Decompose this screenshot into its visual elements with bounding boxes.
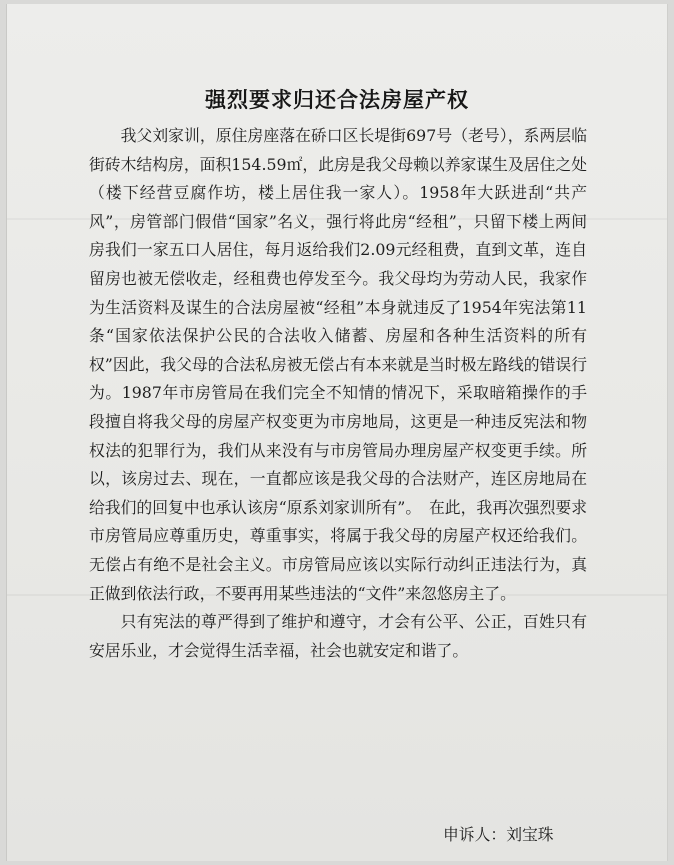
- body-paragraph-1: 我父刘家训，原住房座落在硚口区长堤街697号（老号），系两层临街砖木结构房，面积154.59㎡，此房是我父母赖以养家谋生及居住之处（楼下经营豆腐作坊，楼上居住我一家人）。1958年大跃进刮“共产风”，房管部门假借“国家”名义，强行将此房“经租”，只留下楼上两间房我们一家五口人居住，每月返给我们2.09元经租费，直到文革，连自留房也被无偿收走，经租费也停发至今。我父母均为劳动人民，我家作为生活资料及谋生的合法房屋被“经租”本身就违反了1954年宪法第11条“国家依法保护公民的合法收入储蓄、房屋和各种生活资料的所有权”因此，我父母的合法私房被无偿占有本来就是当时极左路线的错误行为。1987年市房管局在我们完全不知情的情况下，采取暗箱操作的手段擅自将我父母的房屋产权变更为市房地局，这更是一种违反宪法和物权法的犯罪行为，我们从来没有与市房管局办理房屋产权变更手续。所以，该房过去、现在，一直都应该是我父母的合法财产，连区房地局在给我们的回复中也承认该房“原系刘家训所有”。 在此，我再次强烈要求市房管局应尊重历史，尊重事实，将属于我父母的房屋产权还给我们。无偿占有绝不是社会主义。市房管局应该以实际行动纠正违法行为，真正做到依法行政，不要再用某些违法的“文件”来忽悠房主了。: [89, 126, 587, 603]
- document-body: [89, 122, 587, 665]
- signature-line: 申诉人：刘宝珠: [443, 825, 554, 844]
- body-paragraph-2: 只有宪法的尊严得到了维护和遵守，才会有公平、公正，百姓只有安居乐业，才会觉得生活幸福，社会也就安定和谐了。: [89, 612, 587, 660]
- document-page: [6, 4, 668, 861]
- document-title: 强烈要求归还合法房屋产权: [205, 88, 469, 112]
